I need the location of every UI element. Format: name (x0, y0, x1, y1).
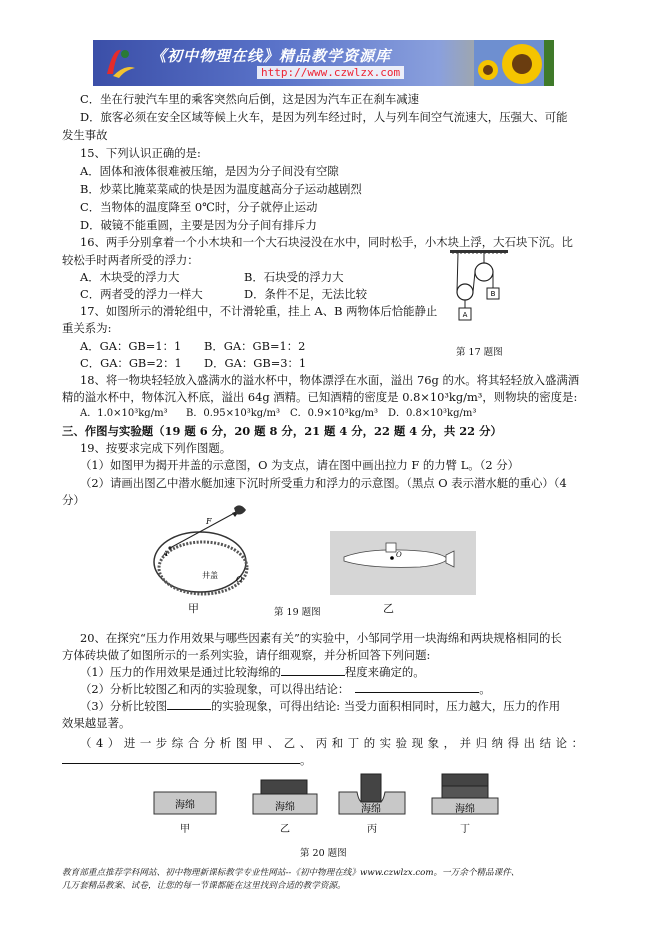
fig19-label-yi: 乙 (383, 602, 394, 615)
q20-part3-line2: 效果越显著。 (62, 716, 131, 730)
q15-option-d: D．破镜不能重圆，主要是因为分子间有排斥力 (80, 218, 317, 232)
q20-part1-blank[interactable] (281, 664, 345, 676)
fig20-sponge-diagram (150, 770, 514, 838)
q16-stem-line2: 较松手时两者所受的浮力： (62, 253, 199, 267)
q16-option-b: B．石块受的浮力大 (244, 270, 344, 284)
q18-option-c: C．0.9×10³kg/m³ (290, 408, 378, 419)
q16-option-a: A．木块受的浮力大 (80, 270, 180, 284)
q15-option-b: B．炒菜比腌菜菜咸的快是因为温度越高分子运动越剧烈 (80, 182, 362, 196)
fig20-name-jia: 甲 (180, 824, 190, 835)
q19-part2-line1: （2）请画出图乙中潜水艇加速下沉时所受重力和浮力的示意图。（黑点 O 表示潜水艇的重心）（4 (80, 476, 567, 490)
q20-part2-blank[interactable] (355, 681, 479, 693)
q20-part3-blank[interactable] (167, 698, 211, 710)
banner-url[interactable]: http://www.czwlzx.com (257, 66, 404, 79)
q15-option-a: A．固体和液体很难被压缩，是因为分子间没有空隙 (80, 164, 339, 178)
q20-part3-line1 (80, 698, 560, 714)
q19-stem: 19、按要求完成下列作图题。 (80, 441, 232, 455)
fig20-name-ding: 丁 (460, 824, 470, 835)
q15-option-c: C．当物体的温度降至 0℃时，分子就停止运动 (80, 200, 318, 214)
site-logo-icon (99, 44, 139, 82)
q20-part3-text-b: 的实验现象，可得出结论: 当受力面积相同时，压力越大，压力的作用 (210, 699, 561, 713)
fig20-sponge-bing: 海绵 (361, 804, 381, 815)
fig20-caption: 第 20 题图 (300, 848, 347, 859)
q16-option-c: C．两者受的浮力一样大 (80, 287, 203, 301)
fig20-name-bing: 丙 (367, 824, 377, 835)
q18-stem-line2: 精的溢水杯中，物体沉入杯底，溢出 64g 酒精。已知酒精的密度是 0.8×10³kg/m³，则物块的密度是: (62, 390, 578, 404)
q20-part3-text-a: （3）分析比较图 (80, 699, 167, 713)
q17-stem-line1: 17、如图所示的滑轮组中，不计滑轮重，挂上 A、B 两物体后恰能静止 (80, 304, 438, 318)
q17-stem-line2: 重关系为: (62, 321, 112, 335)
fig20-name-yi: 乙 (280, 824, 290, 835)
q18-option-a: A．1.0×10³kg/m³ (80, 408, 168, 419)
footer-line2: 几万套精品教案、试卷，让您的每一节课都能在这里找到合适的教学资源。 (62, 881, 346, 891)
q17-option-c: C．GA：GB=2：1 (80, 356, 182, 370)
q14-option-d-line2: 发生事故 (62, 128, 108, 142)
q20-part1-text-b: 程度来确定的。 (344, 665, 425, 679)
q14-option-c: C．坐在行驶汽车里的乘客突然向后倒，这是因为汽车正在刹车减速 (80, 92, 420, 106)
q19-part1: （1）如图甲为揭开井盖的示意图，O 为支点，请在图中画出拉力 F 的力臂 L。（2 分） (80, 458, 519, 472)
footer-line1: 教育部重点推荐学科网站、初中物理新课标教学专业性网站--《初中物理在线》www.czwlzx.com。一万余个精品课件、 (62, 868, 520, 878)
q19-part2-line2: 分） (62, 493, 85, 507)
fig19-submarine-diagram (330, 531, 476, 595)
fig19-label-f: F (206, 517, 212, 526)
fig17-label-a: A (462, 311, 468, 319)
fig19-caption: 第 19 题图 (274, 607, 321, 618)
fig19-label-o: O (236, 575, 243, 584)
q16-option-d: D．条件不足，无法比较 (244, 287, 368, 301)
fig19-manhole-diagram (148, 504, 264, 600)
q17-option-d: D．GA：GB=3：1 (204, 356, 307, 370)
q20-part4-period: 。 (300, 753, 312, 767)
fig17-label-b: B (490, 290, 496, 298)
q20-part1 (80, 664, 425, 680)
q20-part2 (80, 681, 491, 697)
banner-title: 《初中物理在线》精品教学资源库 (151, 47, 392, 65)
q20-part4-blank[interactable] (62, 752, 300, 764)
fig19-label-cover: 井盖 (202, 571, 218, 580)
q18-option-b: B．0.95×10³kg/m³ (186, 408, 281, 419)
q18-stem-line1: 18、将一物块轻轻放入盛满水的溢水杯中，物体漂浮在水面，溢出 76g 的水。将其轻轻放入盛满酒 (80, 373, 580, 387)
fig19-label-a: A (163, 550, 169, 558)
fig20-sponge-ding: 海绵 (455, 804, 475, 815)
fig17-caption: 第 17 题图 (456, 347, 503, 358)
q20-part2-text: （2）分析比较图乙和丙的实验现象，可以得出结论： (80, 682, 350, 696)
fig20-sponge-jia: 海绵 (175, 800, 195, 811)
q14-option-d-line1: D．旅客必须在安全区域等候上火车，是因为列车经过时，人与列车间空气流速大，压强大、可能 (80, 110, 568, 124)
section3-heading: 三、作图与实验题（19 题 6 分，20 题 8 分，21 题 4 分，22 题 4 分，共 22 分） (62, 424, 502, 438)
fig20-sponge-yi: 海绵 (275, 802, 295, 813)
fig19-label-jia: 甲 (188, 602, 199, 615)
q20-stem-line2: 方体砖块做了如图所示的一系列实验，请仔细观察，并分析回答下列问题: (62, 648, 431, 662)
fig17-pulley-diagram (450, 250, 510, 328)
q20-stem-line1: 20、在探究“压力作用效果与哪些因素有关”的实验中，小邹同学用一块海绵和两块规格相同的长 (80, 631, 562, 645)
fig19-sub-label-o: O (396, 551, 402, 559)
q18-option-d: D．0.8×10³kg/m³ (388, 408, 477, 419)
q20-part1-text-a: （1）压力的作用效果是通过比较海绵的 (80, 665, 281, 679)
sunflower-icon (474, 40, 554, 86)
q16-stem-line1: 16、两手分别拿着一个小木块和一个大石块浸没在水中，同时松手，小木块上浮，大石块下沉。比 (80, 235, 573, 249)
q20-part4: （4）进一步综合分析图甲、乙、丙和丁的实验现象，并归纳得出结论： (80, 736, 588, 750)
q17-option-a: A．GA：GB=1：1 (80, 339, 182, 353)
q20-part4-answer (62, 752, 311, 768)
q15-stem: 15、下列认识正确的是: (80, 146, 201, 160)
q20-part2-period: 。 (479, 682, 491, 696)
q17-option-b: B．GA：GB=1：2 (204, 339, 306, 353)
header-banner (93, 40, 554, 86)
